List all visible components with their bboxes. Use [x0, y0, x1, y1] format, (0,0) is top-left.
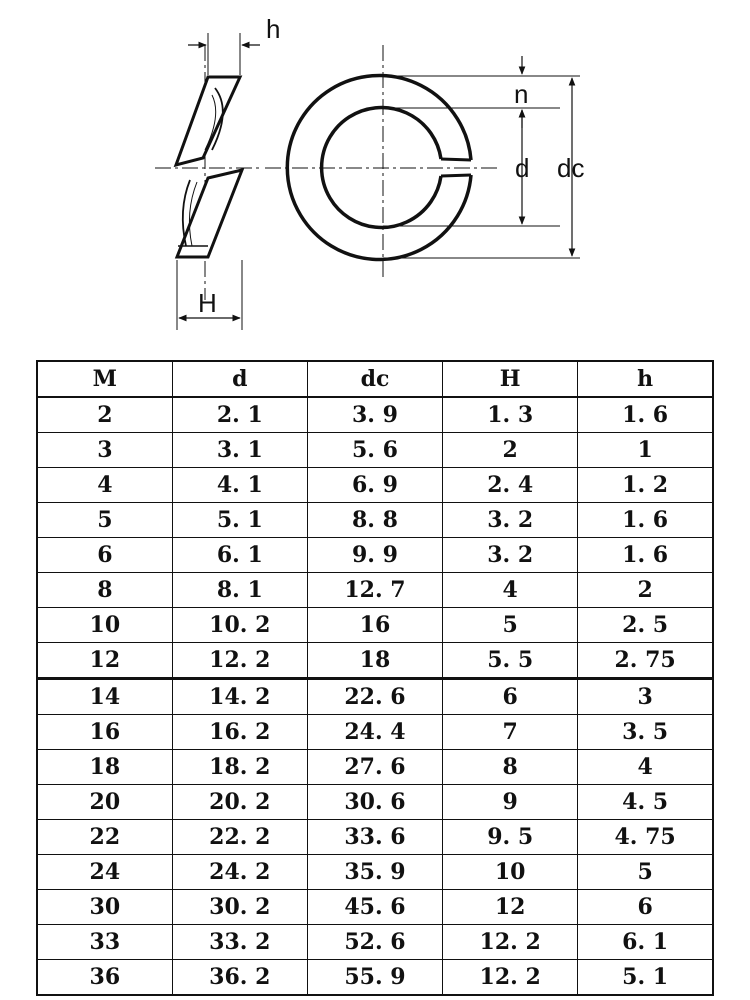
cell-H: 9. 5: [443, 820, 578, 855]
cell-d: 5. 1: [172, 503, 307, 538]
cell-m: 18: [37, 750, 172, 785]
table-row: [37, 503, 713, 538]
cell-h: 3. 5: [578, 715, 713, 750]
table-row: [37, 960, 713, 996]
table-row: [37, 433, 713, 468]
cell-dc: 3. 9: [307, 397, 442, 433]
cell-h: 2. 5: [578, 608, 713, 643]
cell-H: 6: [443, 679, 578, 715]
cell-dc: 35. 9: [307, 855, 442, 890]
cell-dc: 5. 6: [307, 433, 442, 468]
label-dc: dc: [557, 153, 585, 183]
table-row: [37, 643, 713, 679]
cell-dc: 55. 9: [307, 960, 442, 996]
cell-h: 1. 2: [578, 468, 713, 503]
cell-dc: 33. 6: [307, 820, 442, 855]
cell-h: 1. 6: [578, 503, 713, 538]
cell-m: 3: [37, 433, 172, 468]
cell-d: 14. 2: [172, 679, 307, 715]
cell-dc: 16: [307, 608, 442, 643]
cell-m: 30: [37, 890, 172, 925]
cell-h: 5. 1: [578, 960, 713, 996]
cell-dc: 24. 4: [307, 715, 442, 750]
cell-dc: 27. 6: [307, 750, 442, 785]
cell-d: 4. 1: [172, 468, 307, 503]
cell-H: 4: [443, 573, 578, 608]
cell-H: 12. 2: [443, 925, 578, 960]
cell-dc: 6. 9: [307, 468, 442, 503]
table-row: [37, 855, 713, 890]
cell-H: 3. 2: [443, 503, 578, 538]
cell-d: 12. 2: [172, 643, 307, 679]
label-H: H: [198, 288, 217, 318]
cell-m: 22: [37, 820, 172, 855]
cell-m: 33: [37, 925, 172, 960]
label-n: n: [514, 79, 529, 109]
cell-m: 8: [37, 573, 172, 608]
cell-d: 18. 2: [172, 750, 307, 785]
cell-m: 20: [37, 785, 172, 820]
table-row: [37, 397, 713, 433]
header-H: H: [443, 361, 578, 397]
table-row: [37, 679, 713, 715]
header-h: h: [578, 361, 713, 397]
cell-H: 12. 2: [443, 960, 578, 996]
cell-d: 16. 2: [172, 715, 307, 750]
cell-m: 12: [37, 643, 172, 679]
top-view: [265, 45, 580, 280]
cell-d: 6. 1: [172, 538, 307, 573]
cell-m: 36: [37, 960, 172, 996]
table-row: [37, 785, 713, 820]
cell-H: 10: [443, 855, 578, 890]
cell-m: 4: [37, 468, 172, 503]
cell-d: 2. 1: [172, 397, 307, 433]
cell-dc: 18: [307, 643, 442, 679]
cell-d: 8. 1: [172, 573, 307, 608]
table-row: [37, 468, 713, 503]
cell-H: 2. 4: [443, 468, 578, 503]
cell-h: 4. 5: [578, 785, 713, 820]
table-body: [37, 397, 713, 995]
cell-dc: 52. 6: [307, 925, 442, 960]
label-h: h: [266, 14, 281, 44]
cell-h: 6: [578, 890, 713, 925]
cell-d: 24. 2: [172, 855, 307, 890]
table-header-row: [37, 361, 713, 397]
header-d: d: [172, 361, 307, 397]
cell-d: 36. 2: [172, 960, 307, 996]
cell-dc: 22. 6: [307, 679, 442, 715]
cell-H: 5. 5: [443, 643, 578, 679]
cell-h: 5: [578, 855, 713, 890]
cell-H: 7: [443, 715, 578, 750]
cell-m: 10: [37, 608, 172, 643]
cell-m: 6: [37, 538, 172, 573]
cell-H: 9: [443, 785, 578, 820]
cell-H: 12: [443, 890, 578, 925]
table-row: [37, 750, 713, 785]
cell-dc: 30. 6: [307, 785, 442, 820]
table-row: [37, 715, 713, 750]
table-row: [37, 890, 713, 925]
cell-h: 1. 6: [578, 538, 713, 573]
cell-H: 1. 3: [443, 397, 578, 433]
cell-h: 3: [578, 679, 713, 715]
table-row: [37, 608, 713, 643]
table-row: [37, 538, 713, 573]
cell-d: 33. 2: [172, 925, 307, 960]
table-row: [37, 820, 713, 855]
cell-dc: 9. 9: [307, 538, 442, 573]
cell-d: 20. 2: [172, 785, 307, 820]
cell-h: 2: [578, 573, 713, 608]
cell-d: 3. 1: [172, 433, 307, 468]
label-d: d: [515, 153, 530, 183]
cell-m: 14: [37, 679, 172, 715]
cell-d: 22. 2: [172, 820, 307, 855]
table-row: [37, 925, 713, 960]
cell-h: 6. 1: [578, 925, 713, 960]
cell-d: 30. 2: [172, 890, 307, 925]
header-dc: dc: [307, 361, 442, 397]
cell-H: 8: [443, 750, 578, 785]
cell-m: 24: [37, 855, 172, 890]
cell-m: 5: [37, 503, 172, 538]
cell-m: 16: [37, 715, 172, 750]
cell-dc: 45. 6: [307, 890, 442, 925]
washer-dimension-table: [36, 360, 714, 996]
side-view: [155, 33, 262, 330]
header-m: M: [37, 361, 172, 397]
cell-H: 2: [443, 433, 578, 468]
cell-H: 3. 2: [443, 538, 578, 573]
table-row: [37, 573, 713, 608]
cell-H: 5: [443, 608, 578, 643]
cell-h: 1: [578, 433, 713, 468]
cell-dc: 8. 8: [307, 503, 442, 538]
spring-washer-drawing: [0, 0, 750, 345]
cell-h: 1. 6: [578, 397, 713, 433]
cell-h: 4. 75: [578, 820, 713, 855]
cell-m: 2: [37, 397, 172, 433]
cell-dc: 12. 7: [307, 573, 442, 608]
cell-d: 10. 2: [172, 608, 307, 643]
cell-h: 4: [578, 750, 713, 785]
cell-h: 2. 75: [578, 643, 713, 679]
